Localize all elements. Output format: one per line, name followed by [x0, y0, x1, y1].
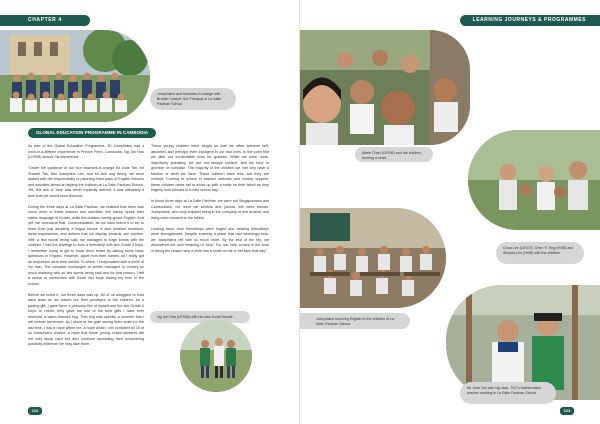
- caption-jude-tan: Mr Jude Tan with Ng Jack, TSC's Mathematics teacher working in La Salle Paulhan School: [460, 382, 556, 404]
- children-heart-extension-illustration: [430, 30, 470, 145]
- paragraph: As part of the Global Education Programme, 30 Josephians had a once-in-a-lifetime experience in Phnom Penh, Cambodia. Ng Jun Han (LES08) shares his experience:: [28, 144, 144, 159]
- children-heart-illustration: [300, 30, 430, 145]
- children-heart-photo-extension: [430, 30, 470, 145]
- section-title: GLOBAL EDUCATION PROGRAMME IN CAMBODIA: [28, 128, 156, 138]
- chapter-label: CHAPTER 4: [0, 15, 90, 26]
- page-number: 122: [28, 407, 42, 415]
- paragraph: These young children have taught us that we often become self-absorbed and perhaps even indulgent in our own lives, to the point that we take our comfortable lives for granted. While we have more, objectively speaking, we are not always content, and we tend to grumble or complain. The majority of the children we met only have a fraction of what we have. These children have less, but they are content. Coming to school in stained uniforms and muddy slippers, these children never fail to show up with a smile on their faces as they eagerly look forward to a new school day.: [151, 144, 269, 192]
- chua-lee-illustration: [468, 130, 600, 230]
- caption-teaching: Josephians teaching English to the children of La Salle Paulhan School: [300, 313, 410, 329]
- caption-principal: Josephians and teachers-in-charge with Brother Joseph, the Principal of La Salle Paulhan School: [150, 88, 236, 110]
- group-photo: [0, 30, 150, 122]
- paragraph: Before we knew it, our three days was up. All of us struggled to hold back tears as we waved our final goodbyes to the children. As a parting gift, I gave them a personal film of myself and the two Grade 4 boys. In return, they gave me one of the best gifts I have ever received, a warm farewell hug. That hug was special, a moment that I will forever remember. As I stood at the gate seeing them smile for the last time, I had a hope within me. A hope which I am confident all 30 of us Josephians shared, a hope that these young, bright students will not only study hard but also continue spreading their unwavering positivity wherever life may take them.: [28, 292, 144, 346]
- chua-lee-photo: [468, 130, 600, 230]
- children-heart-photo: [300, 30, 430, 145]
- right-page: [300, 0, 600, 424]
- group-photo-illustration: [0, 30, 150, 122]
- classroom-photo: [300, 208, 446, 308]
- caption-heart: Marie Chan (LES06) and the children forming a heart: [355, 147, 433, 162]
- paragraph: During the three days at La Salle Paulhan, we realised that there was much more to these lessons and activities. We barely spoke their native language of Khmer, while the children barely spoke English. And yet, we overcame that. Communication, as we have learnt it to be, is more than just adopting a lingua franca. It also entailed emotions, facial expressions, and actions that we display towards one another. With a few words being said, we managed to forge bonds with the children. I had the privilege to form a friendship with two Grade 4 boys. I remember trying to get to know them better by asking some basic questions in English. However, apart from their names, all I really got as responses were their smiles. To which, I reciprocated with a smile of my own. The constant exchanges of smiles managed to convey so much meaning with so few words being said and for that reason, I felt a sense of connection with those two boys during my time in the school.: [28, 204, 144, 286]
- caption-new-friends: Ng Jun Han (LES08) with his new found friends: [150, 311, 250, 323]
- friends-photo: [180, 320, 252, 392]
- paragraph: In those three days at La Salle Paulhan, we were not Singaporeans and Cambodians, nor were we seniors and juniors. We were friends. Josephians, who truly enjoyed being in the company of one another and living each moment to the fullest.: [151, 199, 269, 220]
- paragraph: “Under the guidance of our four teachers-in-charge Mr Jude Tan, Mr Russell Tan, Mrs Josephine Lee, and Mr Ash ang Wong, we were tasked with the responsibility of planning three days of English lessons and activities aimed at helping the children at La Salle Paulhan School. Yet, this aim of ‘help’ was never explicitly defined, it was ultimately a term that we would soon discover.: [28, 166, 144, 198]
- caption-chua-lee: Chua Lee (LES07), Chen Yi Ying (HI08) and Sheyna Lee (HI08) with the children: [496, 242, 584, 264]
- paragraph: Looking back, new friendships were forged and existing friendships were strengthened. Despite entering a place that had seemingly less, we Josephians left with so much more. By the end of the trip, we discovered our own meaning of ‘help’. For me, help comes in the form of being the reason why a child has a smile on his or her face that day.”: [151, 226, 269, 253]
- article-column-2: [151, 144, 269, 260]
- friends-photo-illustration: [180, 320, 252, 392]
- classroom-illustration: [300, 208, 446, 308]
- page-number: 123: [560, 407, 574, 415]
- running-title: LEARNING JOURNEYS & PROGRAMMES: [460, 15, 600, 26]
- article-column-1: [28, 144, 144, 353]
